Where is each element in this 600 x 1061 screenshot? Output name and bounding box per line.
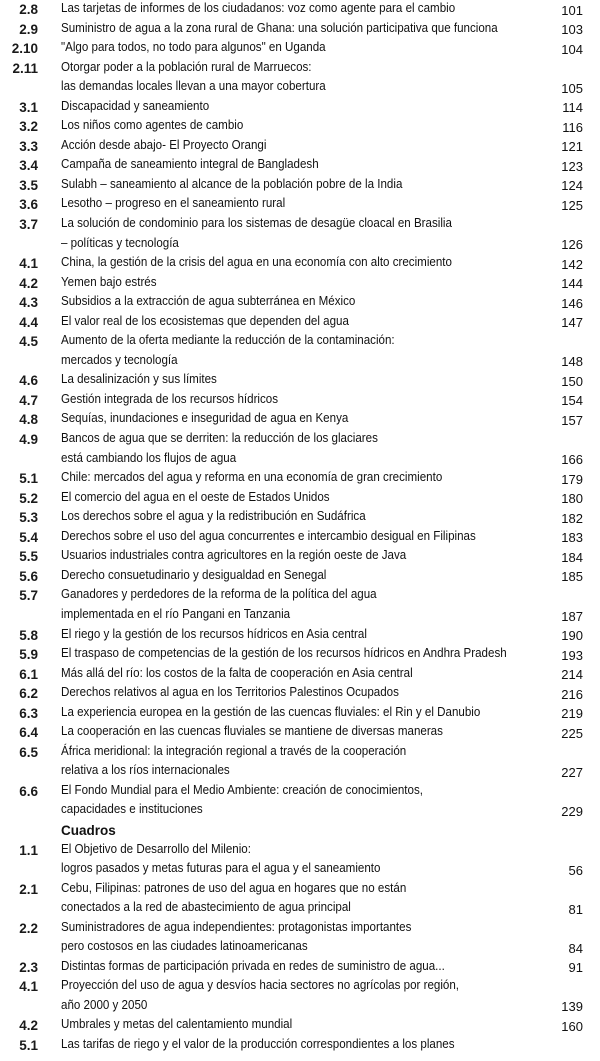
entry-number: 5.9 [19,647,38,663]
entry-page-number: 184 [561,549,583,565]
entry-page-number: 148 [561,354,583,370]
toc-entry [0,743,600,782]
toc-entry [0,176,600,196]
entry-page-number: 84 [568,940,583,956]
entry-title-line: Derechos sobre el uso del agua concurrentes e intercambio desigual en Filipinas [61,528,476,543]
entry-title [61,194,493,214]
entry-title-line: El Objetivo de Desarrollo del Milenio: [61,841,251,856]
entry-number: 2.9 [19,21,38,37]
entry-number: 3.1 [19,99,38,115]
entry-title [61,957,493,977]
entry-number: 5.1 [19,1037,38,1053]
entry-page-number: 101 [561,2,583,18]
entry-number: 5.2 [19,490,38,506]
entry-title [61,175,493,195]
toc-entry [0,626,600,646]
entry-title-line: Ganadores y perdedores de la reforma de la política del agua [61,587,377,602]
entry-title [61,292,493,312]
toc-entry [0,0,600,20]
toc-entry [0,469,600,489]
entry-number: 5.5 [19,549,38,565]
entry-title-line: La solución de condominio para los sistemas de desagüe cloacal en Brasilia [61,216,452,231]
entry-title [61,625,493,645]
entry-title-line: Sequías, inundaciones e inseguridad de agua en Kenya [61,411,349,426]
entry-title [61,488,493,508]
entry-title-line: El riego y la gestión de los recursos hídricos en Asia central [61,626,367,641]
entry-title-line: Los derechos sobre el agua y la redistribución en Sudáfrica [61,509,366,524]
entry-title [61,19,498,39]
entry-page-number: 121 [561,139,583,155]
entry-title-line: Distintas formas de participación privada en redes de suministro de agua... [61,958,445,973]
entry-title-line: relativa a los ríos internacionales [61,763,230,778]
toc-entry [0,977,600,1016]
entry-title-line: Suministradores de agua independientes: protagonistas importantes [61,919,412,934]
entry-title [61,918,493,957]
entry-page-number: 219 [561,706,583,722]
entry-page-number: 147 [561,315,583,331]
toc-entry [0,586,600,625]
entry-title-line: conectados a la red de abastecimiento de agua principal [61,900,351,915]
entry-title-line: Aumento de la oferta mediante la reducción de la contaminación: [61,333,395,348]
entry-title [61,331,493,370]
entry-page-number: 179 [561,471,583,487]
entry-title-line: África meridional: la integración regional a través de la cooperación [61,743,407,758]
toc-entry [0,293,600,313]
toc-entry [0,645,600,665]
toc-entry [0,567,600,587]
toc-entry [0,274,600,294]
toc-entry [0,332,600,371]
toc-entry [0,195,600,215]
entry-title-line: Las tarjetas de informes de los ciudadanos: voz como agente para el cambio [61,1,456,15]
entry-title-line: Proyección del uso de agua y desvíos hacia sectores no agrícolas por región, [61,978,460,993]
entry-title-line: Las tarifas de riego y el valor de la producción correspondientes a los planes [61,1036,455,1051]
entry-title-line: Suministro de agua a la zona rural de Ghana: una solución participativa que funciona [61,20,498,35]
entry-number: 3.4 [19,158,38,174]
entry-number: 5.8 [19,627,38,643]
entry-title [61,840,493,879]
toc-entry [0,410,600,430]
entry-number: 6.5 [19,744,38,760]
entry-title-line: Bancos de agua que se derriten: la reducción de los glaciares [61,431,378,446]
entry-page-number: 144 [561,276,583,292]
entry-number: 1.1 [19,842,38,858]
entry-page-number: 105 [561,80,583,96]
toc-entry [0,665,600,685]
entry-title [61,38,493,58]
entry-page-number: 103 [561,22,583,38]
entry-page-number: 114 [562,100,583,116]
entry-number: 4.1 [19,256,38,272]
entry-title-line: "Algo para todos, no todo para algunos" en Uganda [61,40,326,55]
entry-title-line: El valor real de los ecosistemas que dependen del agua [61,313,349,328]
entry-title-line: mercados y tecnología [61,352,178,367]
entry-title [61,116,493,136]
toc-entry [0,880,600,919]
entry-page-number: 214 [561,667,583,683]
entry-number: 6.6 [19,783,38,799]
entry-page-number: 150 [561,373,583,389]
entry-page-number: 157 [561,413,583,429]
entry-number: 4.1 [19,979,38,995]
toc-entry [0,156,600,176]
toc-entry [0,117,600,137]
entry-page-number: 187 [561,608,583,624]
entry-title [61,58,493,97]
entry-title [61,644,507,664]
entry-title-line: La experiencia europea en la gestión de las cuencas fluviales: el Rin y el Danubio [61,704,481,719]
entry-page-number: 146 [561,295,583,311]
entry-title-line: La desalinización y sus límites [61,372,217,387]
entry-page-number: 229 [561,803,583,819]
entry-number: 5.7 [19,588,38,604]
entry-title [61,742,493,781]
entry-title-line: Otorgar poder a la población rural de Marruecos: [61,59,312,74]
entry-title [61,214,493,253]
entry-title-line: El Fondo Mundial para el Medio Ambiente: creación de conocimientos, [61,782,423,797]
entry-title-line: logros pasados y metas futuras para el agua y el saneamiento [61,861,381,876]
entry-title-line: Usuarios industriales contra agricultores en la región oeste de Java [61,548,407,563]
toc-entry [0,59,600,98]
entry-number: 4.2 [19,1018,38,1034]
toc-entry [0,508,600,528]
entry-number: 2.1 [19,881,38,897]
entry-number: 4.6 [19,373,38,389]
entry-title [61,722,493,742]
entry-number: 2.11 [12,60,38,76]
entry-title-line: está cambiando los flujos de agua [61,450,237,465]
entry-title [61,664,493,684]
toc-entry [0,137,600,157]
toc-entry [0,782,600,821]
toc-entry [0,1036,600,1056]
entry-number: 6.1 [19,666,38,682]
entry-page-number: 160 [561,1018,583,1034]
entry-title [61,781,493,820]
entry-page-number: 56 [568,862,583,878]
entry-number: 3.3 [19,138,38,154]
entry-title-line: Más allá del río: los costos de la falta de cooperación en Asia central [61,665,413,680]
entry-title [61,370,493,390]
entry-title [61,1035,493,1055]
entry-title-line: Umbrales y metas del calentamiento mundial [61,1017,293,1032]
entry-title-line: Yemen bajo estrés [61,274,157,289]
entry-number: 3.6 [19,197,38,213]
entry-page-number: 190 [561,628,583,644]
toc-entry [0,489,600,509]
entry-page-number: 91 [568,960,583,976]
entry-number: 6.4 [19,725,38,741]
entry-title [61,253,493,273]
entry-number: 6.2 [19,686,38,702]
toc-entry [0,547,600,567]
entry-title [61,683,493,703]
entry-number: 4.9 [19,432,38,448]
toc-entry [0,704,600,724]
entry-page-number: 123 [561,158,583,174]
entry-page-number: 182 [561,510,583,526]
entry-page-number: 81 [568,901,583,917]
entry-title-line: capacidades e instituciones [61,802,203,817]
entry-page-number: 104 [561,41,583,57]
entry-number: 4.8 [19,412,38,428]
entry-page-number: 154 [561,393,583,409]
entry-title-line: El comercio del agua en el oeste de Estados Unidos [61,489,330,504]
entry-title-line: Derecho consuetudinario y desigualdad en Senegal [61,567,327,582]
entry-title-line: Subsidios a la extracción de agua subterránea en México [61,294,356,309]
entry-title-line: Chile: mercados del agua y reforma en una economía de gran crecimiento [61,470,443,485]
entry-number: 5.6 [19,568,38,584]
entry-title-line: año 2000 y 2050 [61,997,148,1012]
entry-page-number: 139 [561,999,583,1015]
entry-title-line: – políticas y tecnología [61,235,179,250]
entry-title [61,155,493,175]
entry-page-number: 125 [561,198,583,214]
entry-title [61,273,493,293]
toc-entry [0,98,600,118]
entry-number: 3.2 [19,119,38,135]
entry-title-line: Derechos relativos al agua en los Territorios Palestinos Ocupados [61,685,399,700]
entry-number: 4.4 [19,314,38,330]
entry-title [61,136,493,156]
entry-title [61,703,493,723]
entry-page-number: 227 [561,764,583,780]
entry-title [61,390,493,410]
entry-title-line: las demandas locales llevan a una mayor cobertura [61,79,326,94]
entry-page-number: 180 [561,491,583,507]
entry-title [61,585,493,624]
entry-title-line: Discapacidad y saneamiento [61,98,210,113]
toc-entry [0,1016,600,1036]
toc-entry [0,391,600,411]
entry-number: 5.4 [19,529,38,545]
toc-entry [0,430,600,469]
entry-title [61,0,493,19]
entry-title-line: implementada en el río Pangani en Tanzania [61,606,291,621]
entry-title [61,546,493,566]
entry-page-number: 124 [561,178,583,194]
entry-title-line: pero costosos en las ciudades latinoamericanas [61,939,308,954]
toc-entry [0,20,600,40]
entry-number: 5.3 [19,510,38,526]
entry-title-line: El traspaso de competencias de la gestión de los recursos hídricos en Andhra Pradesh [61,646,507,661]
entry-title [61,976,493,1015]
entry-page-number: 193 [561,647,583,663]
entry-page-number: 142 [561,256,583,272]
entry-title-line: China, la gestión de la crisis del agua en una economía con alto crecimiento [61,255,452,270]
toc-entry [0,723,600,743]
entry-title [61,429,493,468]
entry-title [61,566,493,586]
entry-number: 2.2 [19,920,38,936]
entry-number: 5.1 [19,471,38,487]
entry-page-number: 225 [561,725,583,741]
toc-entry [0,39,600,59]
entry-number: 3.5 [19,177,38,193]
entry-title-line: La cooperación en las cuencas fluviales se mantiene de diversas maneras [61,724,443,739]
toc-entry [0,919,600,958]
toc-entry [0,371,600,391]
entry-number: 6.3 [19,705,38,721]
entry-number: 4.5 [19,334,38,350]
entry-title-line: Cebu, Filipinas: patrones de uso del agua en hogares que no están [61,880,407,895]
entry-title [61,1015,493,1035]
entry-page-number: 126 [561,237,583,253]
entry-page-number: 185 [561,569,583,585]
entry-title-line: Gestión integrada de los recursos hídricos [61,391,279,406]
entry-page-number: 183 [561,530,583,546]
entry-number: 4.7 [19,392,38,408]
toc-entry [0,684,600,704]
entry-number: 4.2 [19,275,38,291]
entry-title [61,507,493,527]
entry-title-line: Sulabh – saneamiento al alcance de la población pobre de la India [61,176,403,191]
entry-title-line: Campaña de saneamiento integral de Bangladesh [61,157,319,172]
entry-title-line: Los niños como agentes de cambio [61,118,244,133]
toc-entry [0,958,600,978]
entry-title [61,97,493,117]
entry-number: 3.7 [19,217,38,233]
entry-page-number: 116 [562,119,583,135]
entry-title-line: Acción desde abajo- El Proyecto Orangi [61,137,267,152]
entry-title-line: Lesotho – progreso en el saneamiento rural [61,196,286,211]
toc-entry [0,313,600,333]
entry-title [61,409,493,429]
section-heading-row [0,821,600,841]
entry-number: 4.3 [19,295,38,311]
entry-number: 2.10 [11,41,38,57]
toc-entry [0,215,600,254]
entry-page-number: 166 [561,452,583,468]
entry-title [61,468,493,488]
entry-page-number: 216 [561,686,583,702]
entry-title [61,527,493,547]
toc-entry [0,254,600,274]
entry-title [61,312,493,332]
entry-title [61,879,493,918]
toc-entry [0,841,600,880]
entry-number: 2.8 [19,2,38,17]
entry-number: 2.3 [19,959,38,975]
section-heading: Cuadros [61,822,116,838]
toc-entry [0,528,600,548]
